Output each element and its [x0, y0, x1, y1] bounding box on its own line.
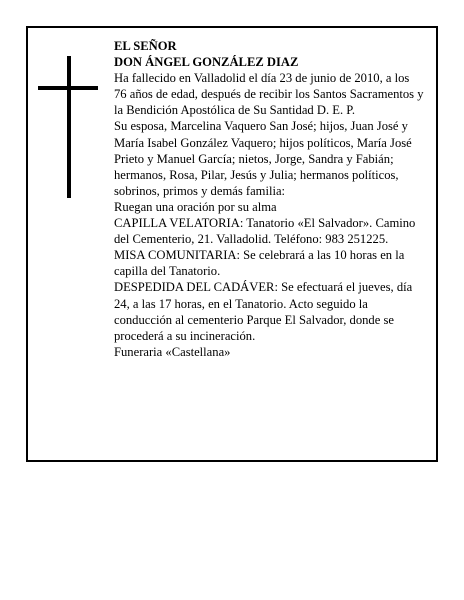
farewell-info: DESPEDIDA DEL CADÁVER: Se efectuará el jueves, día 24, a las 17 horas, en el Tanatorio. Acto seguido la conducción al cementerio Parque El Salvador, donde se procederá a su incineración.: [114, 280, 413, 343]
cross-horizontal-bar: [38, 86, 98, 90]
funeral-home: Funeraria «Castellana»: [114, 344, 231, 359]
cross-vertical-bar: [67, 56, 71, 198]
death-announcement: Ha fallecido en Valladolid el día 23 de junio de 2010, a los 76 años de edad, después de recibir los Santos Sacramentos y la Bendición Apostólica de Su Santidad D. E. P.: [114, 71, 424, 118]
notice-text: [114, 38, 424, 360]
mass-info: MISA COMUNITARIA: Se celebrará a las 10 horas en la capilla del Tanatorio.: [114, 248, 405, 279]
obituary-notice: [26, 26, 438, 462]
family-list: Su esposa, Marcelina Vaquero San José; hijos, Juan José y María Isabel González Vaquero; hijos políticos, María José Prieto y Manuel García; nietos, Jorge, Sandra y Fabián; hermanos, Rosa, Pilar, Jesús y Julia; hermanos políticos, sobrinos, primos y demás familia:: [114, 119, 412, 198]
prayer-request: Ruegan una oración por su alma: [114, 199, 277, 214]
cross-icon: [38, 56, 98, 198]
chapel-info: CAPILLA VELATORIA: Tanatorio «El Salvador». Camino del Cementerio, 21. Valladolid. Teléfono: 983 251225.: [114, 216, 416, 247]
deceased-name: DON ÁNGEL GONZÁLEZ DIAZ: [114, 55, 299, 70]
heading-title: EL SEÑOR: [114, 39, 177, 53]
